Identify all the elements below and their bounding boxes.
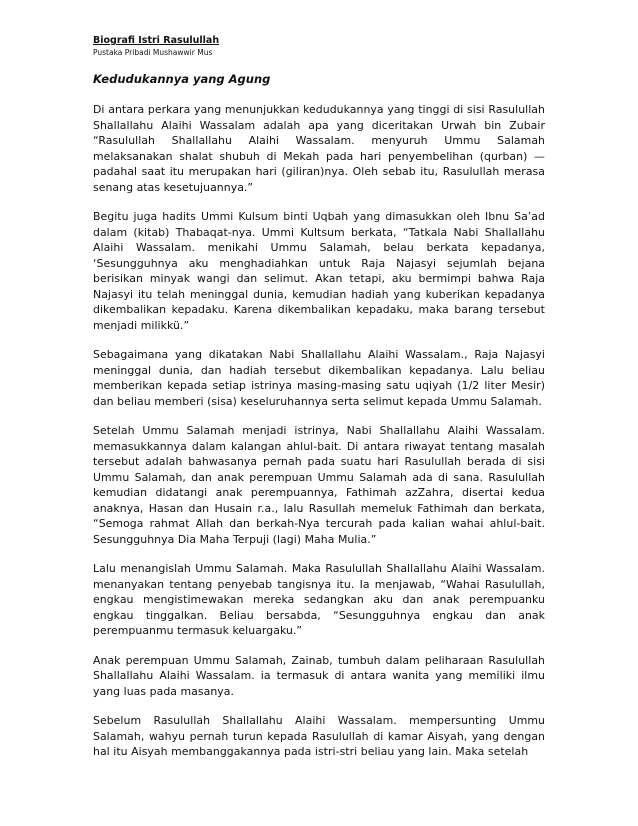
paragraph: Sebagaimana yang dikatakan Nabi Shallallahu Alaihi Wassalam., Raja Najasyi meninggal dunia, dan hadiah tersebut dikembalikan kepadanya. Lalu beliau memberikan kepada setiap istrinya masing-masing satu uqiyah (1/2 liter Mesir) dan beliau memberi (sisa) keseluruhannya serta selimut kepada Ummu Salamah. — [93, 348, 545, 408]
paragraph: Begitu juga hadits Ummi Kulsum binti Uqbah yang dimasukkan oleh Ibnu Sa’ad dalam (kitab) Thabaqat-nya. Ummi Kultsum berkata, “Tatkala Nabi Shallallahu Alaihi Wassalam. menikahi Ummu Salamah, belau berkata kepadanya, ‘Sesungguhnya aku menghadiahkan untuk Raja Najasyi sejumlah bejana berisikan minyak wangi dan selimut. Akan tetapi, aku bermimpi bahwa Raja Najasyi itu telah meninggal dunia, kemudian hadiah yang kuberikan kepadanya dikembalikan kepadaku. Karena dikembalikan kepadaku, maka barang tersebut menjadi milikkü.” — [93, 210, 545, 332]
paragraph: Lalu menangislah Ummu Salamah. Maka Rasulullah Shallallahu Alaihi Wassalam. menanyakan tentang penyebab tangisnya itu. Ia menjawab, “Wahai Rasulullah, engkau mengistimewakan mereka sedangkan aku dan anak perempuanku engkau tinggalkan. Beliau bersabda, “Sesungguhnya engkau dan anak perempuanmu termasuk keluargaku.” — [93, 562, 545, 637]
document-title: Biografi Istri Rasulullah — [93, 35, 220, 46]
section-heading: Kedudukannya yang Agung — [93, 72, 271, 86]
paragraph: Anak perempuan Ummu Salamah, Zainab, tumbuh dalam peliharaan Rasulullah Shallallahu Alaihi Wassalam. ia termasuk di antara wanita yang memiliki ilmu yang luas pada masanya. — [93, 653, 545, 698]
paragraph: Sebelum Rasulullah Shallallahu Alaihi Wassalam. mempersunting Ummu Salamah, wahyu pernah turun kepada Rasulullah di kamar Aisyah, yang dengan hal itu Aisyah membanggakannya pada istri-stri beliau yang lain. Maka setelah — [93, 714, 545, 758]
document-body — [93, 102, 545, 760]
document-page — [93, 34, 545, 774]
document-subtitle: Pustaka Pribadi Mushawwir Mus — [93, 48, 213, 57]
paragraph: Di antara perkara yang menunjukkan kedudukannya yang tinggi di sisi Rasulullah Shallallahu Alaihi Wassalam adalah apa yang diceritakan Urwah bin Zubair “Rasulullah Shallallahu Alaihi Wassalam. menyuruh Ummu Salamah melaksanakan shalat shubuh di Mekah pada hari penyembelihan (qurban) — padahal saat itu merupakan hari (giliran)nya. Oleh sebab itu, Rasulullah merasa senang atas kesetujuannya.” — [93, 103, 545, 194]
paragraph: Setelah Ummu Salamah menjadi istrinya, Nabi Shallallahu Alaihi Wassalam. memasukkannya dalam kalangan ahlul-bait. Di antara riwayat tentang masalah tersebut adalah bahwasanya pernah pada suatu hari Rasulullah berada di sisi Ummu Salamah, dan anak perempuan Ummu Salamah ada di sana. Rasulullah kemudian didatangi anak perempuannya, Fathimah azZahra, disertai kedua anaknya, Hasan dan Husain r.a., lalu Rasullah memeluk Fathimah dan berkata, “Semoga rahmat Allah dan berkah-Nya tercurah pada kalian wahai ahlul-bait. Sesungguhnya Dia Maha Terpuji (lagi) Maha Mulia.” — [93, 424, 545, 546]
